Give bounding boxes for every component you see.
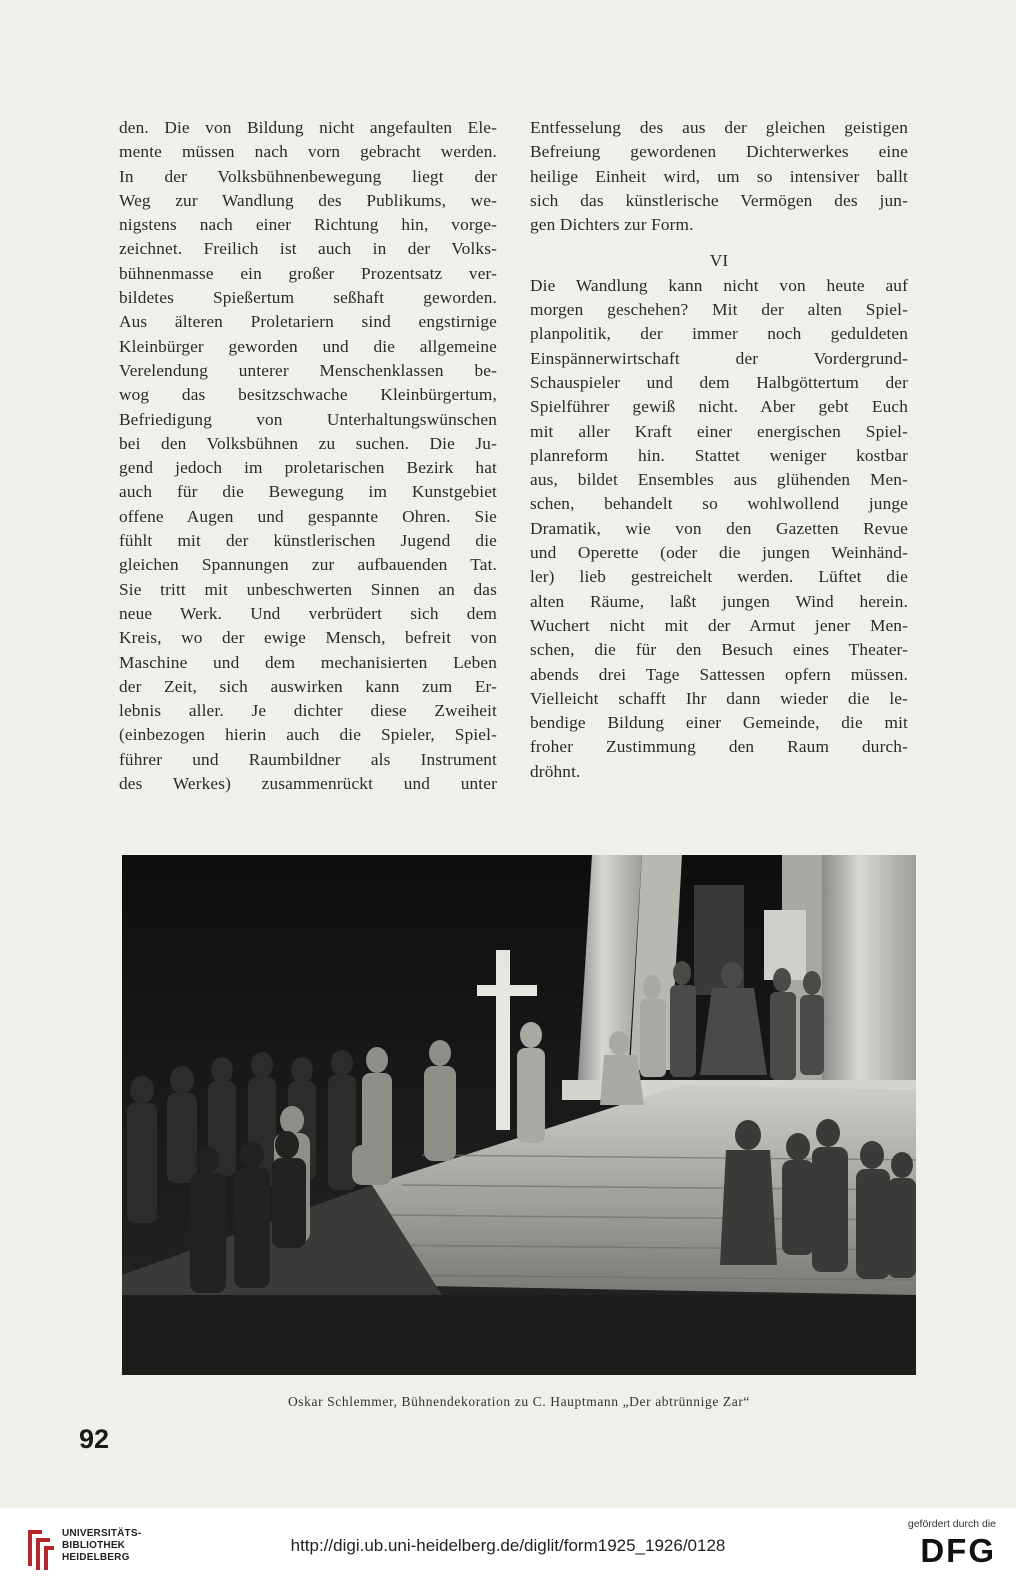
text-line: froher Zustimmung den Raum durch- xyxy=(530,737,908,757)
right-column-top-text xyxy=(530,116,908,237)
text-line: Dramatik, wie von den Gazetten Revue xyxy=(530,518,908,538)
text-line: fühlt mit der künstlerischen Jugend die xyxy=(119,531,497,551)
library-line: UNIVERSITÄTS- xyxy=(62,1528,142,1539)
section-heading: VI xyxy=(709,251,729,271)
text-line: wog das besitzschwache Kleinbürgertum, xyxy=(119,385,497,405)
text-line: heilige Einheit wird, um so intensiver ballt xyxy=(530,166,908,186)
funded-by-label: gefördert durch die xyxy=(907,1518,996,1530)
text-line: und Operette (oder die jungen Weinhänd- xyxy=(530,543,908,563)
text-line: planpolitik, der immer noch geduldeten xyxy=(530,324,908,344)
library-line: BIBLIOTHEK xyxy=(62,1540,126,1551)
photo-caption: Oskar Schlemmer, Bühnendekoration zu C. Hauptmann „Der abtrünnige Zar“ xyxy=(287,1394,751,1409)
text-line: bühnenmasse ein großer Prozentsatz ver- xyxy=(119,263,497,283)
text-line: neue Werk. Und verbrüdert sich dem xyxy=(119,603,497,623)
text-line: Aus älteren Proletariern sind engstirnige xyxy=(119,312,497,332)
text-line: nigstens nach einer Richtung hin, vorge- xyxy=(119,215,497,235)
text-line: schen, die für den Besuch eines Theater- xyxy=(530,640,908,660)
text-line: Die Wandlung kann nicht von heute auf xyxy=(530,275,908,295)
text-line: Vielleicht schafft Ihr dann wieder die le- xyxy=(530,688,908,708)
text-line: Verelendung unterer Menschenklassen be- xyxy=(119,360,497,380)
text-line: des Werkes) zusammenrückt und unter xyxy=(119,774,497,794)
text-line: gen Dichters zur Form. xyxy=(530,215,694,235)
text-line: Maschine und dem mechanisierten Leben xyxy=(119,652,497,672)
right-text-column xyxy=(530,116,908,784)
text-line: (einbezogen hierin auch die Spieler, Spiel- xyxy=(119,725,497,745)
text-line: planreform hin. Stattet weniger kostbar xyxy=(530,445,908,465)
text-line: den. Die von Bildung nicht angefaulten Ele- xyxy=(119,118,497,137)
text-line: mit aller Kraft einer energischen Spiel- xyxy=(530,421,908,441)
text-line: schen, behandelt so wohlwollend junge xyxy=(530,494,908,514)
library-line: HEIDELBERG xyxy=(62,1552,130,1563)
text-line: Sie tritt mit unbeschwerten Sinnen an das xyxy=(119,579,497,599)
text-line: morgen geschehen? Mit der alten Spiel- xyxy=(530,300,908,320)
text-line: führer und Raumbildner als Instrument xyxy=(119,749,497,769)
text-line: gend jedoch im proletarischen Bezirk hat xyxy=(119,458,497,478)
text-line: aus, bildet Ensembles aus glühenden Men- xyxy=(530,470,908,490)
permalink-url[interactable]: http://digi.ub.uni-heidelberg.de/diglit/form1925_1926/0128 xyxy=(290,1536,726,1555)
text-line: Befreiung gewordenen Dichterwerkes eine xyxy=(530,142,908,162)
text-line: lebnis aller. Je dichter diese Zweiheit xyxy=(119,701,497,721)
text-line: bei den Volksbühnen zu suchen. Die Ju- xyxy=(119,433,497,453)
text-line: Spielführer gewiß nicht. Aber gebt Euch xyxy=(530,397,908,417)
text-line: Entfesselung des aus der gleichen geistigen xyxy=(530,118,908,137)
text-line: offene Augen und gespannte Ohren. Sie xyxy=(119,506,497,526)
text-line: gleichen Spannungen zur aufbauenden Tat. xyxy=(119,555,497,575)
text-line: Weg zur Wandlung des Publikums, we- xyxy=(119,190,497,210)
text-line: zeichnet. Freilich ist auch in der Volks- xyxy=(119,239,497,259)
digitization-footer xyxy=(0,1508,1016,1590)
text-line: Einspännerwirtschaft der Vordergrund- xyxy=(530,348,908,368)
funder-block xyxy=(884,1518,996,1570)
stage-scene-illustration xyxy=(122,855,916,1375)
text-line: bildetes Spießertum seßhaft geworden. xyxy=(119,288,497,308)
text-line: dröhnt. xyxy=(530,761,581,781)
left-text-column xyxy=(119,116,497,796)
text-line: Kleinbürger geworden und die allgemeine xyxy=(119,336,497,356)
text-line: ler) lieb gestreichelt werden. Lüftet die xyxy=(530,567,908,587)
stage-photograph xyxy=(122,855,916,1375)
text-line: Befriedigung von Unterhaltungswünschen xyxy=(119,409,497,429)
text-line: Schauspieler und dem Halbgöttertum der xyxy=(530,372,908,392)
text-line: In der Volksbühnenbewegung liegt der xyxy=(119,166,497,186)
text-line: abends drei Tage Sattessen opfern müssen. xyxy=(530,664,908,684)
text-line: sich das künstlerische Vermögen des jun- xyxy=(530,190,908,210)
text-line: alten Räume, laßt jungen Wind herein. xyxy=(530,591,908,611)
text-line: Wuchert nicht mit der Armut jener Men- xyxy=(530,615,908,635)
text-line: auch für die Bewegung im Kunstgebiet xyxy=(119,482,497,502)
page-number: 92 xyxy=(79,1424,110,1454)
text-line: mente müssen nach vorn gebracht werden. xyxy=(119,142,497,162)
right-column-bottom-text xyxy=(530,274,908,784)
text-line: der Zeit, sich auswirken kann zum Er- xyxy=(119,676,497,696)
dfg-logo[interactable]: DFG xyxy=(920,1532,996,1569)
text-line: bendige Bildung einer Gemeinde, die mit xyxy=(530,713,908,733)
text-line: Kreis, wo der ewige Mensch, befreit von xyxy=(119,628,497,648)
